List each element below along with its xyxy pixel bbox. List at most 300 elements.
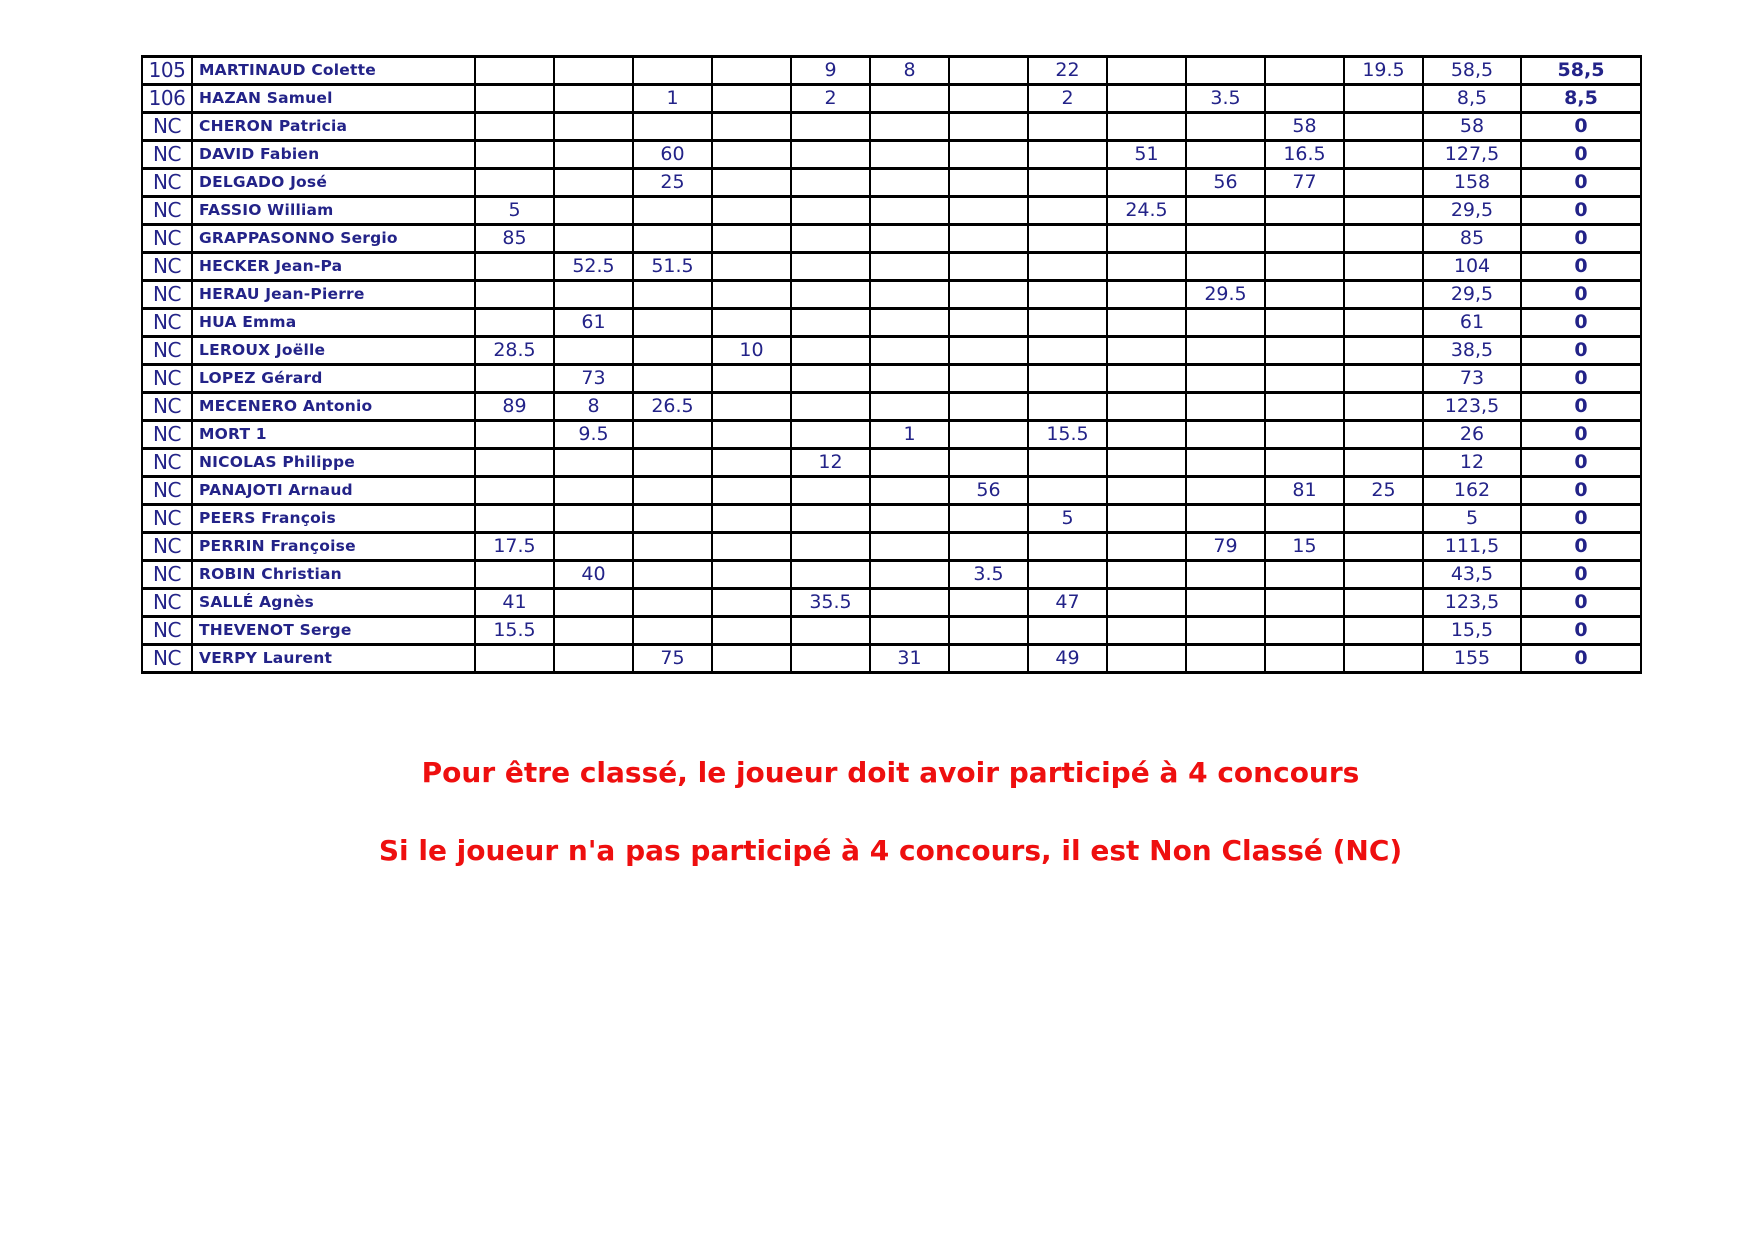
score-cell	[1028, 449, 1107, 477]
score-cell	[1028, 197, 1107, 225]
score-cell	[870, 561, 949, 589]
score-cell	[712, 365, 791, 393]
table-row	[142, 57, 1641, 85]
score-cell	[870, 589, 949, 617]
player-name-cell: HAZAN Samuel	[192, 85, 475, 113]
score-cell: 60	[633, 141, 712, 169]
rank-cell: NC	[142, 533, 192, 561]
score-cell	[870, 477, 949, 505]
total-cell: 58,5	[1423, 57, 1521, 85]
score-cell	[1265, 589, 1344, 617]
score-cell	[949, 169, 1028, 197]
rank-cell: NC	[142, 645, 192, 673]
score-cell	[870, 281, 949, 309]
player-name-cell: THEVENOT Serge	[192, 617, 475, 645]
score-cell	[1265, 57, 1344, 85]
score-cell	[870, 197, 949, 225]
score-cell	[1186, 645, 1265, 673]
final-points-cell: 0	[1521, 169, 1641, 197]
score-cell	[554, 337, 633, 365]
score-cell	[1186, 505, 1265, 533]
score-cell	[949, 533, 1028, 561]
score-cell	[791, 225, 870, 253]
score-cell	[1344, 421, 1423, 449]
rank-cell: NC	[142, 141, 192, 169]
table-row	[142, 197, 1641, 225]
score-cell	[1186, 365, 1265, 393]
score-cell: 81	[1265, 477, 1344, 505]
score-cell: 77	[1265, 169, 1344, 197]
score-cell	[475, 253, 554, 281]
table-row	[142, 561, 1641, 589]
score-cell	[870, 253, 949, 281]
score-cell	[554, 449, 633, 477]
score-cell	[1028, 533, 1107, 561]
total-cell: 8,5	[1423, 85, 1521, 113]
score-cell	[1344, 225, 1423, 253]
final-points-cell: 58,5	[1521, 57, 1641, 85]
score-cell	[633, 617, 712, 645]
score-cell	[1265, 505, 1344, 533]
score-cell	[1186, 309, 1265, 337]
score-cell: 85	[475, 225, 554, 253]
score-cell	[475, 449, 554, 477]
score-cell: 9	[791, 57, 870, 85]
score-cell	[1107, 561, 1186, 589]
score-cell	[1107, 85, 1186, 113]
player-name-cell: GRAPPASONNO Sergio	[192, 225, 475, 253]
score-cell	[633, 365, 712, 393]
score-cell	[1107, 617, 1186, 645]
score-cell	[1265, 225, 1344, 253]
score-cell: 8	[870, 57, 949, 85]
final-points-cell: 0	[1521, 561, 1641, 589]
player-name-cell: HERAU Jean-Pierre	[192, 281, 475, 309]
score-cell	[1265, 85, 1344, 113]
total-cell: 73	[1423, 365, 1521, 393]
score-cell	[475, 561, 554, 589]
ranking-table-body	[142, 57, 1641, 673]
table-row	[142, 281, 1641, 309]
score-cell: 17.5	[475, 533, 554, 561]
total-cell: 162	[1423, 477, 1521, 505]
table-row	[142, 85, 1641, 113]
table-row	[142, 253, 1641, 281]
score-cell	[791, 113, 870, 141]
score-cell: 15.5	[1028, 421, 1107, 449]
table-row	[142, 337, 1641, 365]
score-cell	[1344, 449, 1423, 477]
score-cell	[1028, 281, 1107, 309]
score-cell	[1344, 393, 1423, 421]
score-cell: 2	[1028, 85, 1107, 113]
score-cell	[949, 337, 1028, 365]
final-points-cell: 0	[1521, 309, 1641, 337]
score-cell	[791, 505, 870, 533]
score-cell: 35.5	[791, 589, 870, 617]
total-cell: 104	[1423, 253, 1521, 281]
score-cell	[1186, 477, 1265, 505]
score-cell	[712, 253, 791, 281]
score-cell	[949, 589, 1028, 617]
score-cell	[475, 477, 554, 505]
score-cell	[949, 421, 1028, 449]
score-cell	[712, 169, 791, 197]
score-cell	[1265, 421, 1344, 449]
table-row	[142, 421, 1641, 449]
score-cell	[1186, 113, 1265, 141]
score-cell	[712, 113, 791, 141]
rank-cell: NC	[142, 589, 192, 617]
score-cell	[633, 449, 712, 477]
score-cell	[1344, 197, 1423, 225]
score-cell	[1265, 365, 1344, 393]
score-cell	[949, 225, 1028, 253]
player-name-cell: PANAJOTI Arnaud	[192, 477, 475, 505]
score-cell: 51	[1107, 141, 1186, 169]
score-cell: 5	[475, 197, 554, 225]
score-cell	[1028, 169, 1107, 197]
score-cell	[1107, 169, 1186, 197]
score-cell	[1107, 281, 1186, 309]
player-name-cell: HECKER Jean-Pa	[192, 253, 475, 281]
rank-cell: NC	[142, 449, 192, 477]
score-cell	[1107, 449, 1186, 477]
score-cell: 79	[1186, 533, 1265, 561]
score-cell	[554, 57, 633, 85]
score-cell	[1265, 281, 1344, 309]
score-cell	[1107, 253, 1186, 281]
score-cell	[1344, 337, 1423, 365]
score-cell	[1107, 337, 1186, 365]
player-name-cell: DAVID Fabien	[192, 141, 475, 169]
player-name-cell: CHERON Patricia	[192, 113, 475, 141]
score-cell	[1107, 365, 1186, 393]
score-cell	[712, 505, 791, 533]
score-cell	[1028, 561, 1107, 589]
score-cell	[633, 589, 712, 617]
score-cell	[791, 281, 870, 309]
table-row	[142, 477, 1641, 505]
score-cell	[554, 169, 633, 197]
score-cell	[712, 85, 791, 113]
total-cell: 26	[1423, 421, 1521, 449]
score-cell	[949, 365, 1028, 393]
score-cell	[1265, 645, 1344, 673]
score-cell	[1028, 617, 1107, 645]
table-row	[142, 113, 1641, 141]
score-cell	[554, 85, 633, 113]
table-row	[142, 645, 1641, 673]
score-cell: 1	[633, 85, 712, 113]
final-points-cell: 0	[1521, 365, 1641, 393]
score-cell	[1028, 393, 1107, 421]
total-cell: 12	[1423, 449, 1521, 477]
final-points-cell: 0	[1521, 533, 1641, 561]
score-cell: 25	[633, 169, 712, 197]
score-cell	[1107, 505, 1186, 533]
table-row	[142, 365, 1641, 393]
score-cell: 3.5	[1186, 85, 1265, 113]
score-cell	[1265, 617, 1344, 645]
score-cell: 47	[1028, 589, 1107, 617]
ranking-table	[141, 55, 1642, 674]
score-cell: 75	[633, 645, 712, 673]
score-cell	[870, 393, 949, 421]
score-cell	[870, 141, 949, 169]
score-cell	[870, 309, 949, 337]
score-cell	[554, 225, 633, 253]
score-cell	[1265, 253, 1344, 281]
score-cell	[712, 281, 791, 309]
final-points-cell: 0	[1521, 337, 1641, 365]
score-cell	[791, 309, 870, 337]
final-points-cell: 0	[1521, 421, 1641, 449]
score-cell	[712, 141, 791, 169]
score-cell	[1107, 589, 1186, 617]
score-cell	[1107, 225, 1186, 253]
score-cell	[712, 589, 791, 617]
score-cell	[870, 113, 949, 141]
score-cell: 9.5	[554, 421, 633, 449]
score-cell	[1186, 225, 1265, 253]
score-cell	[791, 141, 870, 169]
score-cell: 41	[475, 589, 554, 617]
rank-cell: NC	[142, 505, 192, 533]
score-cell	[554, 141, 633, 169]
table-row	[142, 589, 1641, 617]
score-cell	[712, 533, 791, 561]
score-cell	[712, 617, 791, 645]
score-cell	[791, 197, 870, 225]
score-cell: 22	[1028, 57, 1107, 85]
score-cell	[1107, 57, 1186, 85]
rank-cell: NC	[142, 561, 192, 589]
score-cell	[475, 421, 554, 449]
rank-cell: NC	[142, 617, 192, 645]
score-cell	[1344, 365, 1423, 393]
final-points-cell: 8,5	[1521, 85, 1641, 113]
score-cell	[554, 533, 633, 561]
score-cell	[475, 57, 554, 85]
score-cell	[870, 617, 949, 645]
score-cell	[949, 197, 1028, 225]
score-cell	[554, 617, 633, 645]
player-name-cell: PERRIN Françoise	[192, 533, 475, 561]
final-points-cell: 0	[1521, 589, 1641, 617]
score-cell	[1186, 57, 1265, 85]
score-cell: 15	[1265, 533, 1344, 561]
table-row	[142, 225, 1641, 253]
score-cell	[949, 57, 1028, 85]
total-cell: 58	[1423, 113, 1521, 141]
total-cell: 123,5	[1423, 589, 1521, 617]
score-cell: 89	[475, 393, 554, 421]
score-cell	[949, 141, 1028, 169]
score-cell	[1344, 617, 1423, 645]
player-name-cell: VERPY Laurent	[192, 645, 475, 673]
note-classification-rule: Pour être classé, le joueur doit avoir participé à 4 concours	[421, 756, 1360, 789]
rank-cell: 106	[142, 85, 192, 113]
score-cell	[475, 505, 554, 533]
score-cell	[475, 141, 554, 169]
score-cell	[1344, 113, 1423, 141]
score-cell: 12	[791, 449, 870, 477]
score-cell	[791, 365, 870, 393]
score-cell	[1344, 253, 1423, 281]
score-cell	[712, 561, 791, 589]
score-cell	[712, 477, 791, 505]
score-cell	[1107, 645, 1186, 673]
score-cell	[475, 113, 554, 141]
rank-cell: NC	[142, 393, 192, 421]
rank-cell: 105	[142, 57, 192, 85]
score-cell	[1186, 393, 1265, 421]
score-cell	[712, 225, 791, 253]
score-cell	[791, 421, 870, 449]
score-cell	[554, 281, 633, 309]
score-cell	[633, 197, 712, 225]
final-points-cell: 0	[1521, 449, 1641, 477]
score-cell	[870, 449, 949, 477]
score-cell: 58	[1265, 113, 1344, 141]
rank-cell: NC	[142, 365, 192, 393]
score-cell	[791, 477, 870, 505]
rank-cell: NC	[142, 225, 192, 253]
score-cell	[1344, 505, 1423, 533]
note-non-classe-rule: Si le joueur n'a pas participé à 4 concours, il est Non Classé (NC)	[378, 834, 1403, 867]
total-cell: 158	[1423, 169, 1521, 197]
player-name-cell: FASSIO William	[192, 197, 475, 225]
score-cell	[554, 477, 633, 505]
final-points-cell: 0	[1521, 197, 1641, 225]
score-cell: 52.5	[554, 253, 633, 281]
score-cell: 49	[1028, 645, 1107, 673]
table-row	[142, 309, 1641, 337]
player-name-cell: MORT 1	[192, 421, 475, 449]
score-cell	[791, 533, 870, 561]
player-name-cell: HUA Emma	[192, 309, 475, 337]
rank-cell: NC	[142, 281, 192, 309]
score-cell	[1344, 589, 1423, 617]
score-cell	[1344, 533, 1423, 561]
total-cell: 61	[1423, 309, 1521, 337]
score-cell: 3.5	[949, 561, 1028, 589]
total-cell: 123,5	[1423, 393, 1521, 421]
score-cell: 73	[554, 365, 633, 393]
score-cell	[1107, 393, 1186, 421]
score-cell	[870, 169, 949, 197]
player-name-cell: NICOLAS Philippe	[192, 449, 475, 477]
player-name-cell: SALLÉ Agnès	[192, 589, 475, 617]
score-cell	[712, 645, 791, 673]
score-cell	[633, 421, 712, 449]
rank-cell: NC	[142, 421, 192, 449]
score-cell	[1186, 337, 1265, 365]
score-cell	[633, 561, 712, 589]
score-cell	[949, 281, 1028, 309]
score-cell	[554, 645, 633, 673]
final-points-cell: 0	[1521, 281, 1641, 309]
total-cell: 38,5	[1423, 337, 1521, 365]
score-cell: 24.5	[1107, 197, 1186, 225]
player-name-cell: PEERS François	[192, 505, 475, 533]
table-row	[142, 505, 1641, 533]
score-cell: 29.5	[1186, 281, 1265, 309]
final-points-cell: 0	[1521, 225, 1641, 253]
score-cell	[554, 589, 633, 617]
score-cell: 2	[791, 85, 870, 113]
score-cell	[1186, 141, 1265, 169]
score-cell	[791, 561, 870, 589]
score-cell: 8	[554, 393, 633, 421]
score-cell	[712, 197, 791, 225]
score-cell	[949, 253, 1028, 281]
score-cell	[633, 477, 712, 505]
score-cell	[1344, 141, 1423, 169]
score-cell	[712, 57, 791, 85]
score-cell	[949, 113, 1028, 141]
final-points-cell: 0	[1521, 393, 1641, 421]
score-cell	[949, 617, 1028, 645]
player-name-cell: ROBIN Christian	[192, 561, 475, 589]
score-cell: 31	[870, 645, 949, 673]
score-cell	[870, 337, 949, 365]
score-cell	[1107, 309, 1186, 337]
score-cell	[1265, 309, 1344, 337]
score-cell: 51.5	[633, 253, 712, 281]
score-cell	[1344, 561, 1423, 589]
score-cell: 10	[712, 337, 791, 365]
final-points-cell: 0	[1521, 505, 1641, 533]
score-cell	[1186, 617, 1265, 645]
score-cell	[949, 505, 1028, 533]
score-cell	[633, 505, 712, 533]
score-cell	[633, 337, 712, 365]
score-cell	[1186, 253, 1265, 281]
score-cell: 1	[870, 421, 949, 449]
table-row	[142, 617, 1641, 645]
score-cell: 19.5	[1344, 57, 1423, 85]
rank-cell: NC	[142, 197, 192, 225]
score-cell	[1028, 141, 1107, 169]
score-cell	[1186, 197, 1265, 225]
final-points-cell: 0	[1521, 645, 1641, 673]
score-cell	[870, 225, 949, 253]
score-cell	[791, 253, 870, 281]
score-cell	[1107, 421, 1186, 449]
score-cell	[791, 645, 870, 673]
player-name-cell: DELGADO José	[192, 169, 475, 197]
score-cell	[1186, 421, 1265, 449]
final-points-cell: 0	[1521, 113, 1641, 141]
score-cell	[554, 113, 633, 141]
total-cell: 85	[1423, 225, 1521, 253]
score-cell	[1028, 365, 1107, 393]
total-cell: 29,5	[1423, 281, 1521, 309]
score-cell	[1186, 449, 1265, 477]
total-cell: 111,5	[1423, 533, 1521, 561]
total-cell: 155	[1423, 645, 1521, 673]
table-row	[142, 393, 1641, 421]
score-cell	[1265, 561, 1344, 589]
score-cell	[1265, 337, 1344, 365]
score-cell	[791, 617, 870, 645]
score-cell	[1028, 477, 1107, 505]
final-points-cell: 0	[1521, 141, 1641, 169]
rank-cell: NC	[142, 309, 192, 337]
score-cell	[1265, 393, 1344, 421]
